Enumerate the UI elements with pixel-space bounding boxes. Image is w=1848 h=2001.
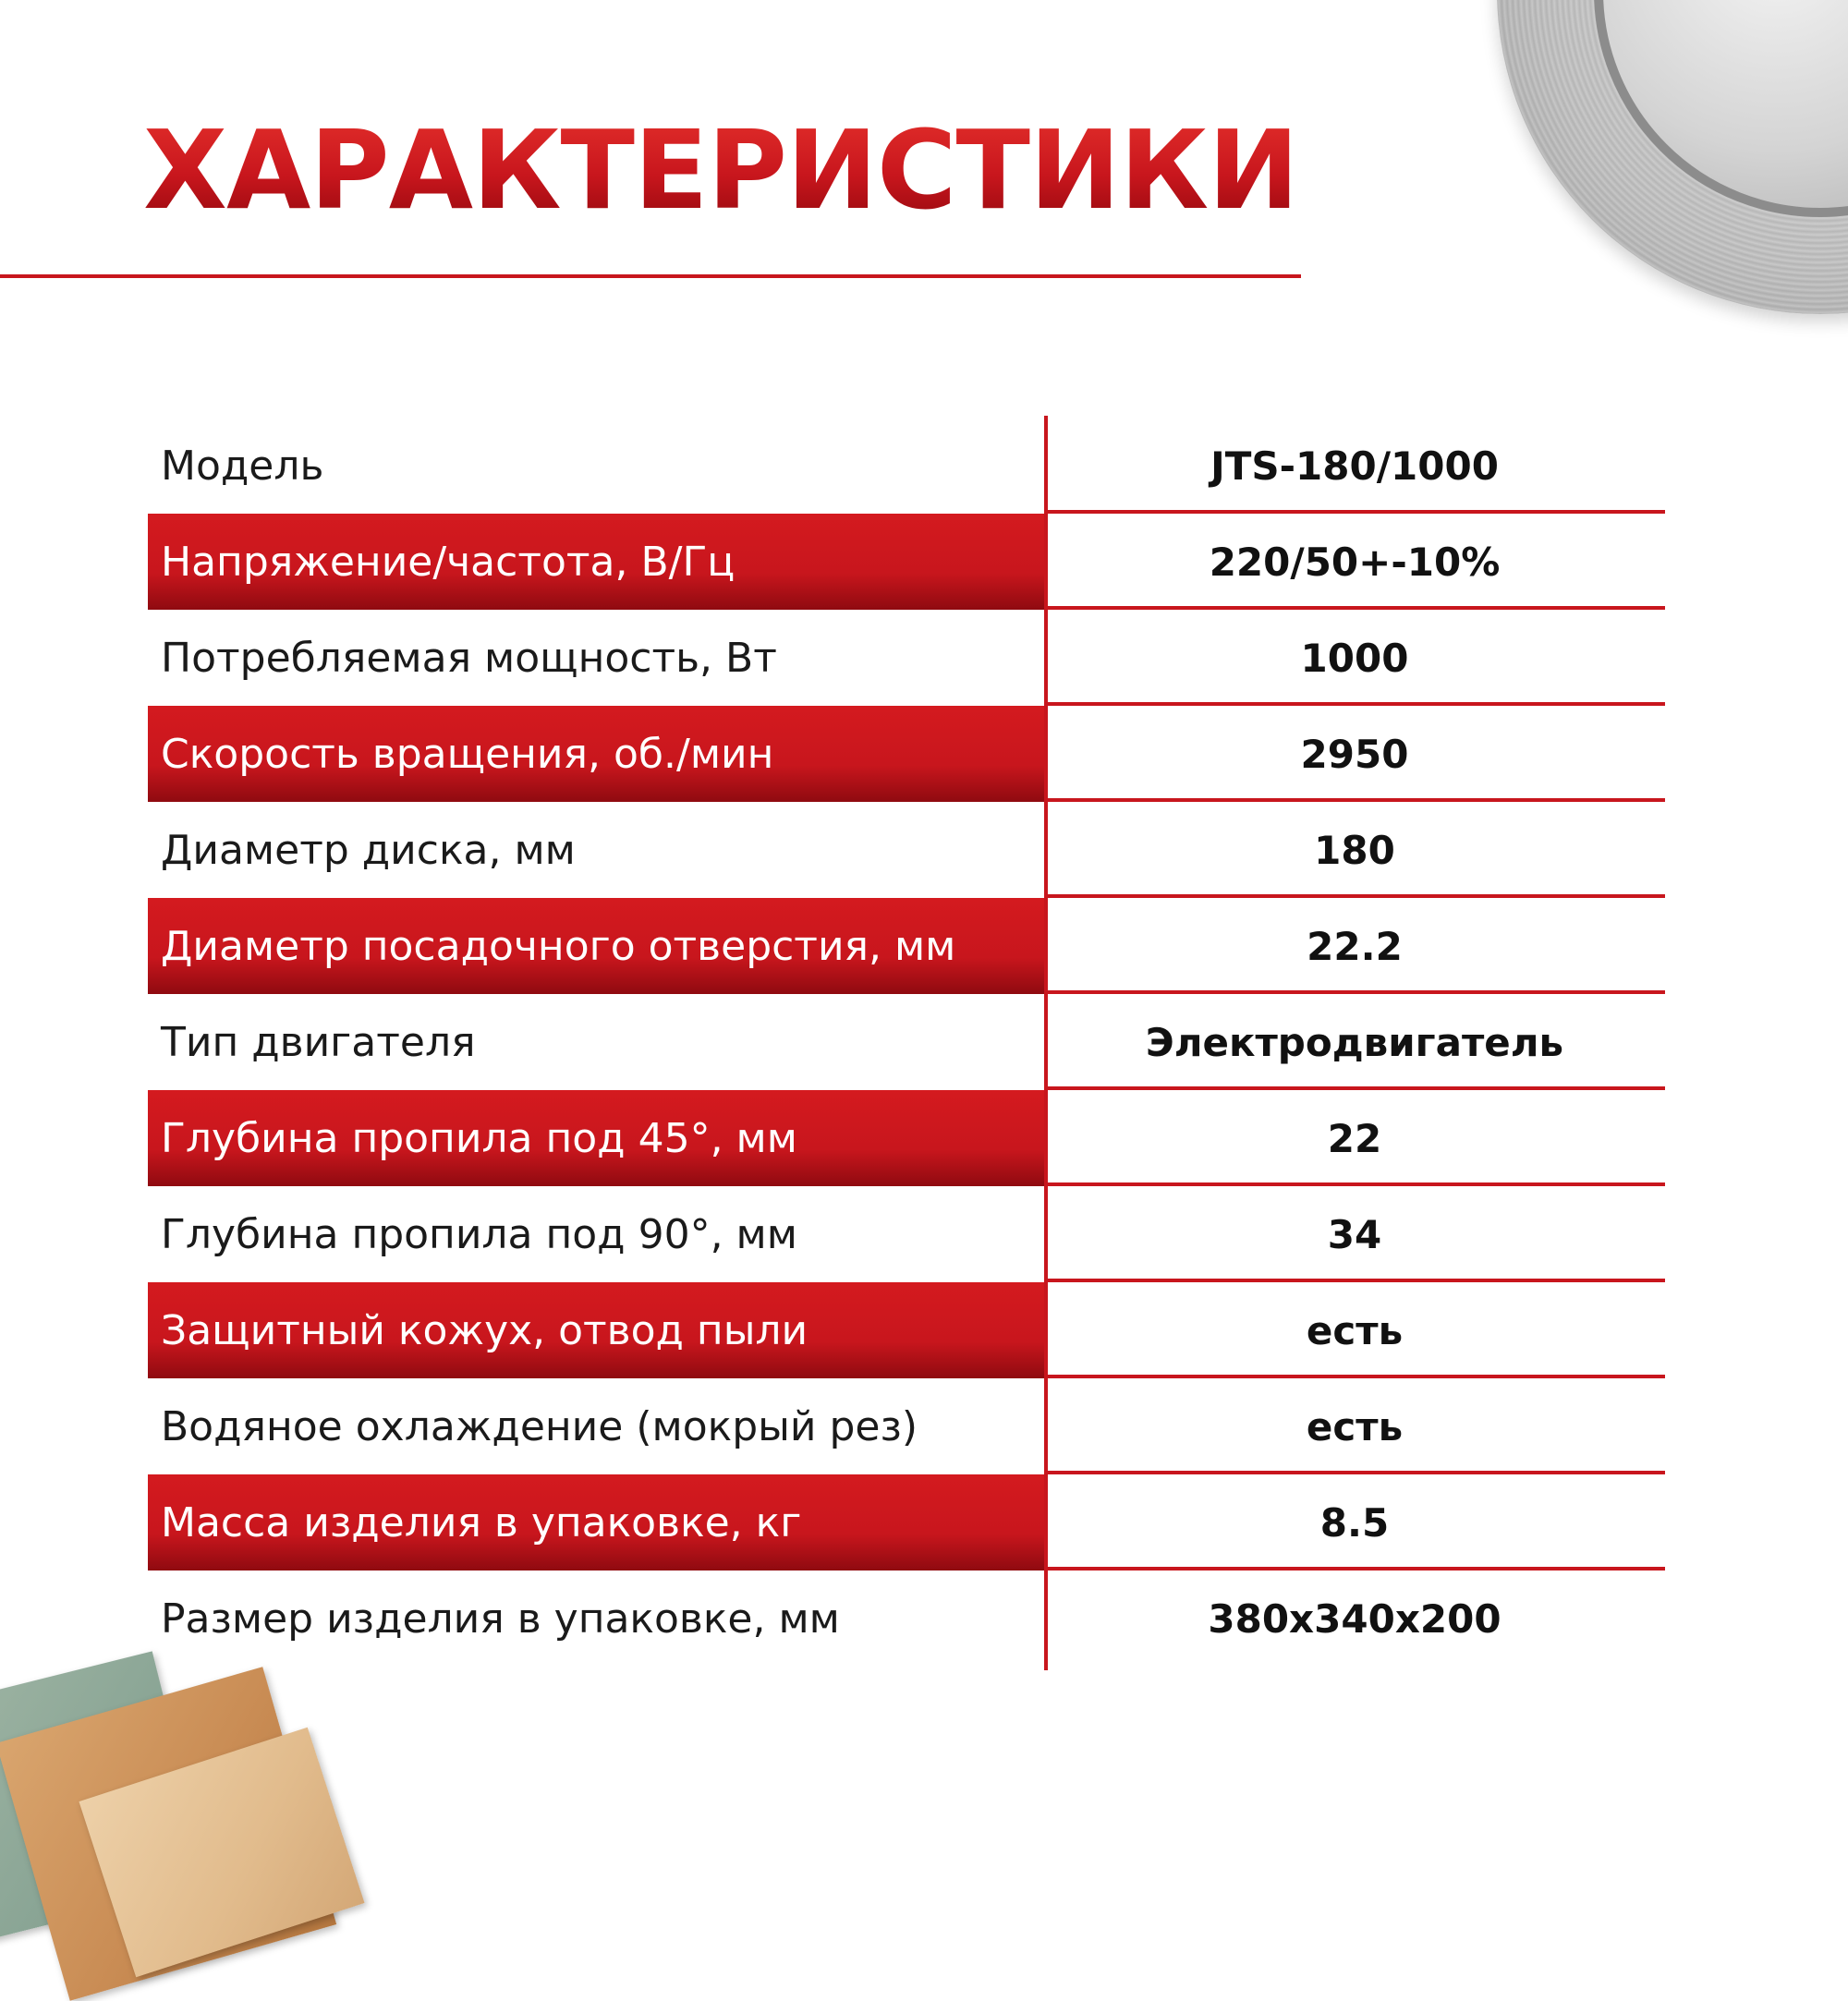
spec-label: Диаметр диска, мм [161, 826, 576, 874]
spec-label: Потребляемая мощность, Вт [161, 634, 777, 682]
spec-row-speed [148, 706, 1665, 802]
spec-label: Защитный кожух, отвод пыли [148, 1282, 1044, 1378]
page-title: ХАРАКТЕРИСТИКИ [143, 106, 1298, 234]
spec-row-cut-depth-45 [148, 1090, 1665, 1186]
spec-label: Глубина пропила под 90°, мм [161, 1210, 797, 1258]
spec-row-guard [148, 1282, 1665, 1378]
spec-row-voltage [148, 514, 1665, 610]
column-divider [1044, 416, 1048, 1670]
spec-row-motor-type [148, 994, 1665, 1090]
title-underline [0, 274, 1301, 278]
spec-value: 2950 [1300, 731, 1409, 777]
spec-value: 380x340x200 [1208, 1595, 1502, 1642]
spec-row-model [148, 418, 1665, 514]
spec-label: Скорость вращения, об./мин [148, 706, 1044, 802]
spec-label: Масса изделия в упаковке, кг [148, 1474, 1044, 1570]
spec-value: 220/50+-10% [1209, 539, 1501, 585]
spec-label: Диаметр посадочного отверстия, мм [148, 898, 1044, 994]
spec-value: JTS-180/1000 [1210, 443, 1499, 489]
spec-value: есть [1306, 1403, 1404, 1449]
spec-value: 22.2 [1307, 923, 1403, 969]
spec-value: 22 [1327, 1115, 1382, 1161]
spec-row-power [148, 610, 1665, 706]
spec-label: Размер изделия в упаковке, мм [161, 1595, 840, 1643]
spec-value: есть [1306, 1307, 1404, 1353]
spec-row-bore-diameter [148, 898, 1665, 994]
spec-value: 34 [1327, 1211, 1382, 1257]
spec-row-disc-diameter [148, 802, 1665, 898]
spec-label: Водяное охлаждение (мокрый рез) [161, 1402, 918, 1450]
spec-label: Глубина пропила под 45°, мм [148, 1090, 1044, 1186]
spec-row-package-size [148, 1570, 1665, 1667]
specs-table [148, 418, 1665, 1667]
spec-label: Тип двигателя [161, 1018, 476, 1066]
spec-value: 8.5 [1319, 1499, 1390, 1546]
spec-row-weight [148, 1474, 1665, 1570]
spec-label: Модель [161, 442, 324, 490]
spec-row-cut-depth-90 [148, 1186, 1665, 1282]
spec-value: Электродвигатель [1145, 1019, 1564, 1065]
spec-value: 180 [1314, 827, 1395, 873]
spec-row-water-cooling [148, 1378, 1665, 1474]
spec-label: Напряжение/частота, В/Гц [148, 514, 1044, 610]
spec-value: 1000 [1300, 635, 1409, 681]
